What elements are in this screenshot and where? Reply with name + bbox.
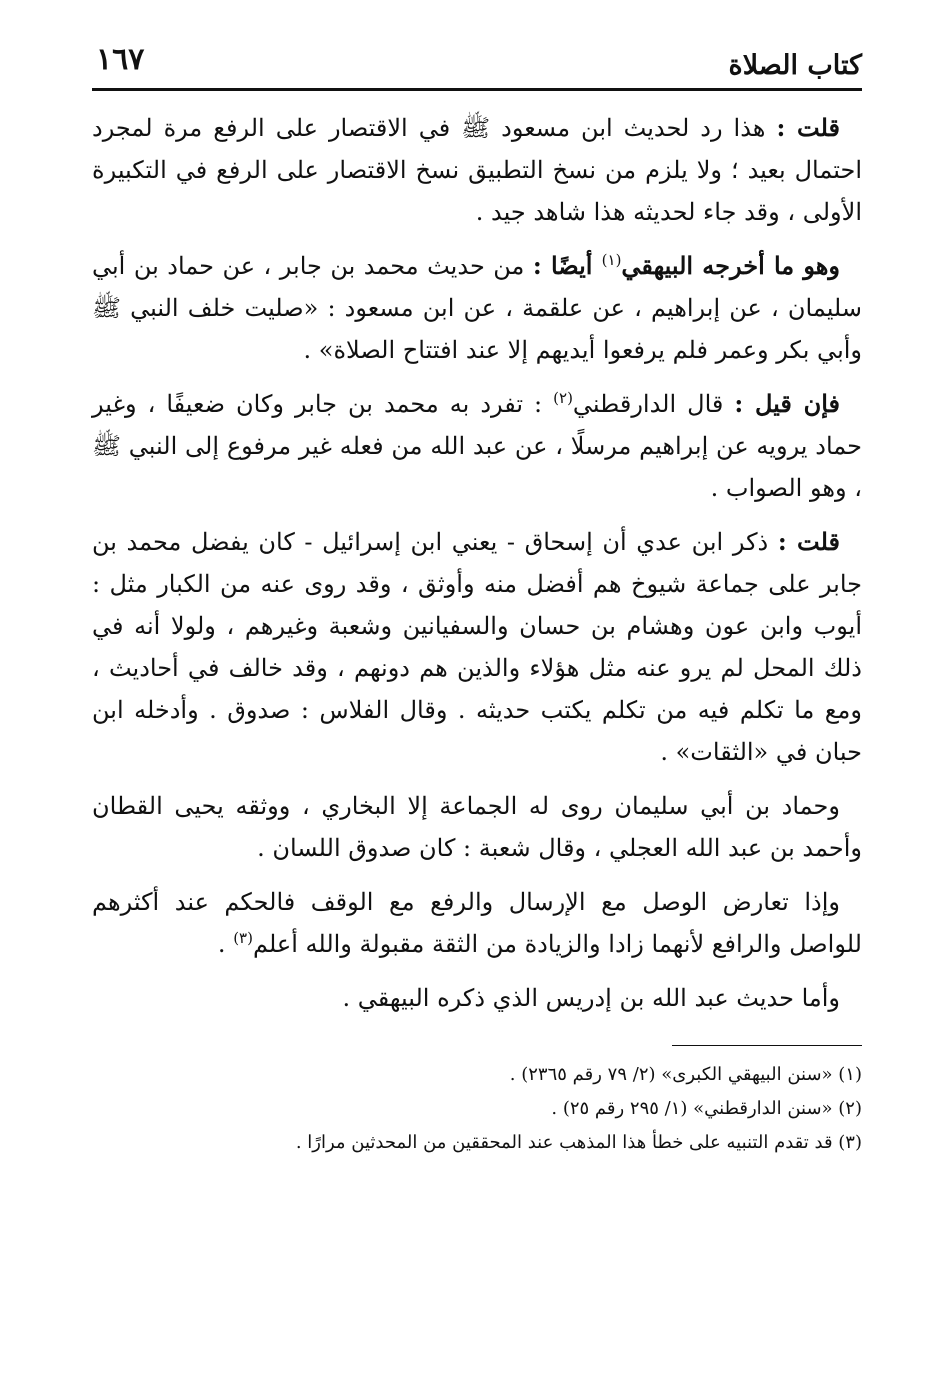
book-page <box>92 36 862 1160</box>
paragraph-2 <box>92 245 862 371</box>
footnote-ref: (١) <box>601 251 622 269</box>
paragraph-5 <box>92 785 862 869</box>
paragraph-lead: وهو ما أخرجه البيهقي <box>621 251 840 280</box>
page-header <box>92 36 862 91</box>
footnote-1: (١) «سنن البيهقي الكبرى» (٢/ ٧٩ رقم ٢٣٦٥) . <box>509 1064 862 1085</box>
paragraph-lead-2: أيضًا : <box>532 251 602 280</box>
chapter-title: كتاب الصلاة <box>728 50 862 81</box>
paragraph-7 <box>92 977 862 1019</box>
paragraph-text-after-ref: . <box>217 930 234 958</box>
paragraph-text: وحماد بن أبي سليمان روى له الجماعة إلا البخاري ، ووثقه يحيى القطان وأحمد بن عبد الله العجلي ، وقال شعبة : كان صدوق اللسان . <box>92 792 862 862</box>
paragraph-3 <box>92 383 862 509</box>
paragraph-lead: قلت : <box>777 527 840 556</box>
paragraph-lead: فإن قيل : <box>734 389 840 418</box>
paragraph-text: وإذا تعارض الوصل مع الإرسال والرفع مع الوقف فالحكم عند أكثرهم للواصل والرافع لأنهما زادا والزيادة من الثقة مقبولة والله أعلم <box>92 888 862 958</box>
paragraph-text-before-ref: قال الدارقطني <box>572 390 735 418</box>
paragraph-text: وأما حديث عبد الله بن إدريس الذي ذكره البيهقي . <box>342 984 840 1012</box>
page-number: ١٦٧ <box>96 42 145 77</box>
footnote-2: (٢) «سنن الدارقطني» (١/ ٢٩٥ رقم ٢٥) . <box>551 1098 862 1119</box>
paragraph-6 <box>92 881 862 965</box>
page-body <box>92 107 862 1160</box>
footnote-3: (٣) قد تقدم التنبيه على خطأ هذا المذهب عند المحققين من المحدثين مرارًا . <box>295 1132 862 1153</box>
paragraph-lead: قلت : <box>776 113 841 142</box>
paragraph-text: ذكر ابن عدي أن إسحاق - يعني ابن إسرائيل - كان يفضل محمد بن جابر على جماعة شيوخ هم أفضل منه وأوثق ، وقد روى عنه من الكبار مثل : أيوب وابن عون وهشام بن حسان والسفيانين وشعبة وغيرهم ، ولولا أنه في ذلك المحل لم يرو عنه مثل هؤلاء والذين هم دونهم ، وقد خالف في أحاديث ، ومع ما تكلم فيه من تكلم يكتب حديثه . وقال الفلاس : صدوق . وأدخله ابن حبان في «الثقات» . <box>92 528 862 766</box>
footnotes <box>92 1058 862 1160</box>
footnote-ref: (٣) <box>233 929 253 947</box>
paragraph-text: من حديث محمد بن جابر ، عن حماد بن أبي سليمان ، عن إبراهيم ، عن علقمة ، عن ابن مسعود : «صليت خلف النبي ﷺ وأبي بكر وعمر فلم يرفعوا أيديهم إلا عند افتتاح الصلاة» . <box>92 252 862 364</box>
paragraph-text: : تفرد به محمد بن جابر وكان ضعيفًا ، وغير حماد يرويه عن إبراهيم مرسلًا ، عن عبد الله من فعله غير مرفوع إلى النبي ﷺ ، وهو الصواب . <box>92 390 862 502</box>
paragraph-4 <box>92 521 862 773</box>
footnote-ref: (٢) <box>553 389 573 407</box>
footnote-divider <box>672 1045 862 1046</box>
paragraph-text: هذا رد لحديث ابن مسعود ﷺ في الاقتصار على الرفع مرة لمجرد احتمال بعيد ؛ ولا يلزم من نسخ التطبيق نسخ الاقتصار على الرفع في التكبيرة الأولى ، وقد جاء لحديثه هذا شاهد جيد . <box>92 114 862 226</box>
paragraph-1 <box>92 107 862 233</box>
